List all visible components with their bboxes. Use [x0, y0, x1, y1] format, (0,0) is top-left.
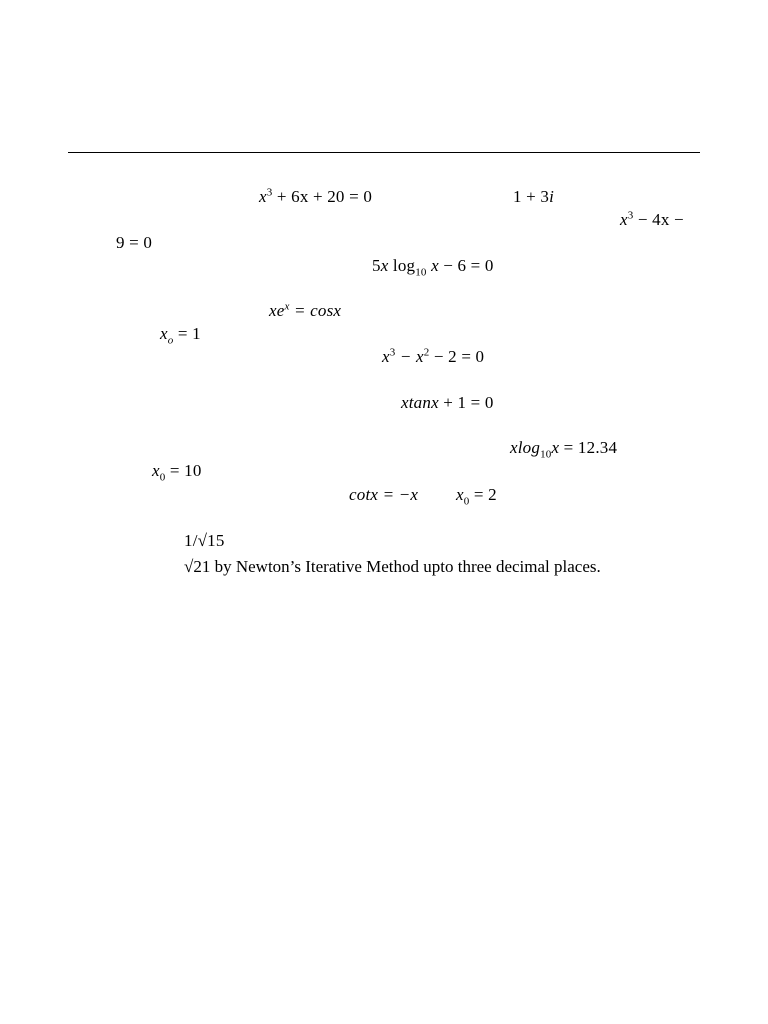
- equation-initial-guess-2: [152, 461, 202, 484]
- equation-cubic-1: [259, 187, 372, 207]
- eq-var: x: [620, 210, 628, 229]
- eq-rest: − 4x −: [633, 210, 684, 229]
- eq-var: x: [259, 187, 267, 206]
- sentence-text: by Newton’s Iterative Method upto three decimal places.: [210, 557, 601, 576]
- eq-text: 9 = 0: [116, 233, 153, 252]
- equation-cot: [349, 485, 418, 505]
- eq-exponent: 2: [423, 346, 430, 359]
- eq-exponent: x: [284, 300, 290, 313]
- eq-rest: = cosx: [289, 301, 342, 320]
- equation-tan: [401, 393, 494, 413]
- eq-rest: = −x: [378, 485, 419, 504]
- eq-rest: = 10: [165, 461, 202, 480]
- eq-var: cotx: [349, 485, 379, 504]
- eq-rest: = 12.34: [559, 438, 618, 457]
- eq-subscript: 0: [159, 471, 166, 484]
- eq-text: 1/√15: [184, 531, 225, 550]
- eq-var: xtanx: [401, 393, 439, 412]
- eq-coefficient: 5: [372, 256, 381, 275]
- equation-complex-root: [513, 187, 554, 207]
- eq-exponent: 3: [627, 209, 634, 222]
- eq-exponent: 3: [389, 346, 396, 359]
- equation-log: [372, 256, 494, 279]
- equation-initial-guess-3: [456, 485, 497, 508]
- equation-exp-cos: [269, 301, 341, 321]
- eq-subscript: o: [167, 334, 174, 347]
- eq-var: x: [152, 461, 160, 480]
- eq-rest: = 1: [173, 324, 201, 343]
- equation-initial-guess-1: [160, 324, 201, 347]
- eq-var: x: [551, 438, 560, 457]
- sentence-root-term: √21: [184, 557, 211, 576]
- horizontal-rule: [68, 152, 700, 153]
- eq-exponent: 3: [266, 186, 273, 199]
- eq-rest: − 2 = 0: [429, 347, 485, 366]
- eq-rest: + 1 = 0: [438, 393, 494, 412]
- eq-log: log: [388, 256, 416, 275]
- eq-imag-unit: i: [549, 187, 555, 206]
- eq-var: xlog: [510, 438, 541, 457]
- newton-method-sentence: [184, 557, 601, 577]
- eq-var: x: [160, 324, 168, 343]
- eq-var: x: [380, 256, 389, 275]
- eq-var: x: [426, 256, 439, 275]
- eq-var: x: [456, 485, 464, 504]
- eq-rest: − 6 = 0: [438, 256, 494, 275]
- equation-cubic-2-part-b: [116, 233, 152, 253]
- eq-subscript: 10: [540, 448, 552, 461]
- equation-cubic-2-part-a: [620, 210, 684, 230]
- eq-rest: + 6x + 20 = 0: [272, 187, 373, 206]
- eq-subscript: 0: [463, 495, 470, 508]
- eq-var: − x: [395, 347, 424, 366]
- equation-xlogx: [510, 438, 618, 461]
- eq-var: x: [382, 347, 390, 366]
- eq-rest: = 2: [469, 485, 497, 504]
- eq-var: xe: [269, 301, 285, 320]
- eq-text: 1 + 3: [513, 187, 550, 206]
- equation-reciprocal-root: [184, 531, 225, 551]
- equation-cubic-3: [382, 347, 484, 367]
- eq-subscript: 10: [415, 266, 427, 279]
